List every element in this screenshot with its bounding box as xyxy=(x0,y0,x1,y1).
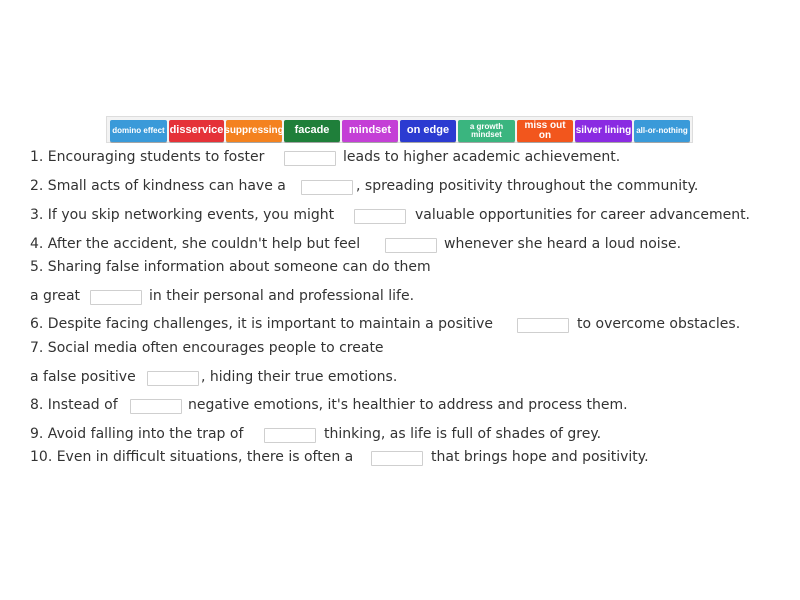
answer-blank-3[interactable] xyxy=(354,209,406,224)
word-tile-suppressing[interactable]: suppressing xyxy=(226,120,282,142)
sentence-9-before: 9. Avoid falling into the trap of xyxy=(30,426,244,442)
sentence-3-before: 3. If you skip networking events, you might xyxy=(30,207,335,223)
sentence-10-before: 10. Even in difficult situations, there is often a xyxy=(30,449,354,465)
word-tile-all-or-nothing[interactable]: all-or-nothing xyxy=(634,120,690,142)
sentence-8-before: 8. Instead of xyxy=(30,397,118,413)
sentence-3-after: valuable opportunities for career advancement. xyxy=(415,207,751,223)
sentence-8-after: negative emotions, it's healthier to address and process them. xyxy=(188,397,628,413)
sentence-7-line1: 7. Social media often encourages people to create xyxy=(30,340,384,356)
sentence-5-line1: 5. Sharing false information about someone can do them xyxy=(30,259,431,275)
answer-blank-4[interactable] xyxy=(385,238,437,253)
answer-blank-1[interactable] xyxy=(284,151,336,166)
answer-blank-8[interactable] xyxy=(130,399,182,414)
sentence-4-after: whenever she heard a loud noise. xyxy=(444,236,682,252)
sentence-4-before: 4. After the accident, she couldn't help but feel xyxy=(30,236,361,252)
answer-blank-5[interactable] xyxy=(90,290,142,305)
sentence-1-before: 1. Encouraging students to foster xyxy=(30,149,265,165)
word-tile-mindset[interactable]: mindset xyxy=(342,120,398,142)
answer-blank-6[interactable] xyxy=(517,318,569,333)
sentence-7-before: a false positive xyxy=(30,369,136,385)
sentence-6-before: 6. Despite facing challenges, it is important to maintain a positive xyxy=(30,316,494,332)
word-tile-miss-out-on[interactable]: miss out on xyxy=(517,120,573,142)
sentence-5-before: a great xyxy=(30,288,81,304)
sentence-6-after: to overcome obstacles. xyxy=(577,316,741,332)
word-tile-facade[interactable]: facade xyxy=(284,120,340,142)
word-bank xyxy=(106,116,693,143)
sentence-9-after: thinking, as life is full of shades of grey. xyxy=(324,426,602,442)
sentence-7-after: , hiding their true emotions. xyxy=(201,369,398,385)
answer-blank-2[interactable] xyxy=(301,180,353,195)
word-tile-disservice[interactable]: disservice xyxy=(169,120,224,142)
word-tile-silver-lining[interactable]: silver lining xyxy=(575,120,632,142)
sentence-1-after: leads to higher academic achievement. xyxy=(343,149,621,165)
sentence-2-after: , spreading positivity throughout the community. xyxy=(356,178,699,194)
sentence-10-after: that brings hope and positivity. xyxy=(431,449,649,465)
answer-blank-9[interactable] xyxy=(264,428,316,443)
answer-blank-7[interactable] xyxy=(147,371,199,386)
word-tile-a-growth-mindset[interactable]: a growth mindset xyxy=(458,120,515,142)
word-tile-domino-effect[interactable]: domino effect xyxy=(110,120,167,142)
sentence-2-before: 2. Small acts of kindness can have a xyxy=(30,178,286,194)
sentence-5-after: in their personal and professional life. xyxy=(149,288,415,304)
answer-blank-10[interactable] xyxy=(371,451,423,466)
word-tile-on-edge[interactable]: on edge xyxy=(400,120,456,142)
